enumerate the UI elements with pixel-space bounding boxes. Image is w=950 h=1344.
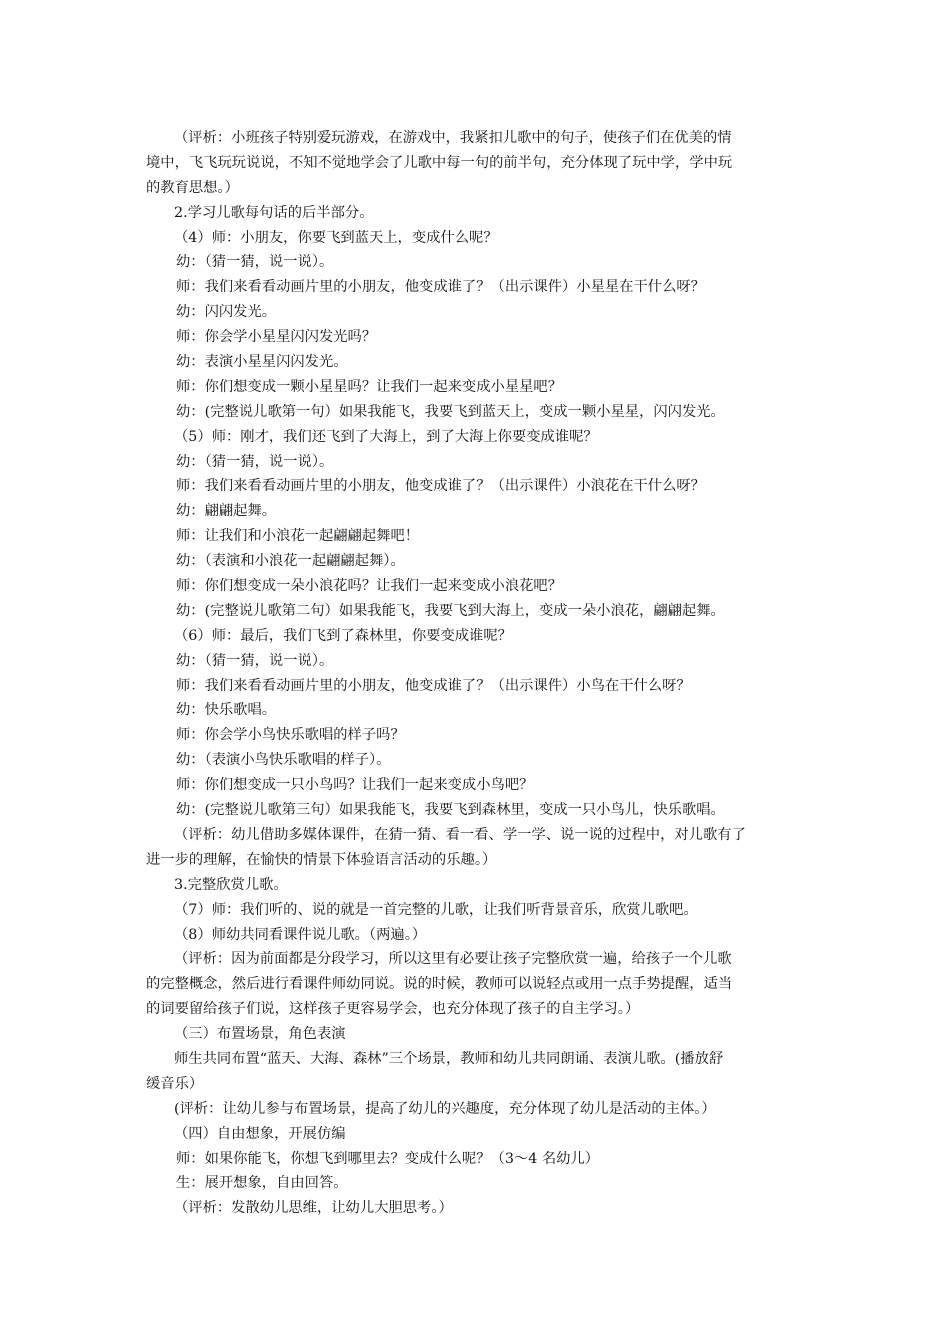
text-line: （7）师：我们听的、说的就是一首完整的儿歌，让我们听背景音乐，欣赏儿歌吧。	[174, 901, 698, 918]
text-line: 师：你们想变成一颗小星星吗？让我们一起来变成小星星吧？	[176, 378, 563, 395]
text-line: 2.学习儿歌每句话的后半部分。	[174, 204, 374, 221]
text-line: 进一步的理解，在愉快的情景下体验语言活动的乐趣。）	[146, 851, 497, 868]
text-line: （四）自由想象，开展仿编	[174, 1125, 346, 1142]
text-line: （评析：小班孩子特别爱玩游戏，在游戏中，我紧扣儿歌中的句子，使孩子们在优美的情	[174, 130, 732, 146]
text-line: 师：你会学小鸟快乐歌唱的样子吗？	[176, 727, 405, 744]
text-line: 幼：（猜一猜，说一说）。	[176, 652, 334, 669]
text-line: 幼：闪闪发光。	[176, 304, 277, 321]
text-line: 师：你们想变成一朵小浪花吗？让我们一起来变成小浪花吧？	[176, 578, 563, 595]
text-line: 幼：表演小星星闪闪发光。	[176, 354, 348, 371]
text-line: 师：你们想变成一只小鸟吗？让我们一起来变成小鸟吧？	[176, 777, 534, 794]
text-line: 生：展开想象，自由回答。	[176, 1175, 348, 1192]
text-line: 幼：（表演和小浪花一起翩翩起舞）。	[176, 553, 405, 570]
text-line: 师：我们来看看动画片里的小朋友，他变成谁了？（出示课件）小星星在干什么呀？	[176, 279, 705, 296]
text-line: 缓音乐）	[146, 1075, 204, 1092]
text-line: 师：让我们和小浪花一起翩翩起舞吧！	[176, 528, 420, 545]
text-line: （评析：幼儿借助多媒体课件，在猜一猜、看一看、学一学、说一说的过程中，对儿歌有了	[174, 826, 746, 843]
text-line: （评析：因为前面都是分段学习，所以这里有必要让孩子完整欣赏一遍，给孩子一个儿歌	[174, 951, 732, 968]
text-line: (评析：让幼儿参与布置场景，提高了幼儿的兴趣度，充分体现了幼儿是活动的主体。）	[174, 1100, 716, 1117]
text-line: （三）布置场景，角色表演	[174, 1026, 346, 1043]
text-line: 境中，飞飞玩玩说说，不知不觉地学会了儿歌中每一句的前半句，充分体现了玩中学，学中玩	[146, 154, 733, 171]
text-line: 幼：(完整说儿歌第一句）如果我能飞，我要飞到蓝天上，变成一颗小星星，闪闪发光。	[176, 403, 725, 420]
text-line: （4）师：小朋友，你要飞到蓝天上，变成什么呢？	[174, 229, 498, 246]
text-line: 幼：（猜一猜，说一说）。	[176, 254, 334, 271]
text-line: （5）师：刚才，我们还飞到了大海上，到了大海上你要变成谁呢？	[174, 428, 598, 445]
text-line: 的教育思想。）	[146, 179, 239, 196]
text-line: （8）师幼共同看课件说儿歌。（两遍。）	[174, 926, 427, 943]
text-line: 师：你会学小星星闪闪发光吗？	[176, 329, 377, 346]
text-line: 师：我们来看看动画片里的小朋友，他变成谁了？（出示课件）小鸟在干什么呀？	[176, 677, 691, 694]
text-line: 的完整概念，然后进行看课件师幼同说。说的时候，教师可以说轻点或用一点手势提醒，适当	[146, 976, 733, 993]
text-line: 师：我们来看看动画片里的小朋友，他变成谁了？（出示课件）小浪花在干什么呀？	[176, 478, 705, 495]
text-line: 幼：(完整说儿歌第二句）如果我能飞，我要飞到大海上，变成一朵小浪花，翩翩起舞。	[176, 602, 725, 619]
text-line: 师生共同布置“蓝天、大海、森林”三个场景，教师和幼儿共同朗诵、表演儿歌。(播放舒	[174, 1050, 724, 1067]
text-line: 的词要留给孩子们说，这样孩子更容易学会，也充分体现了孩子的自主学习。）	[146, 1001, 640, 1018]
text-line: 幼：快乐歌唱。	[176, 702, 277, 719]
text-line: 幼：（猜一猜，说一说）。	[176, 453, 334, 470]
text-line: 师：如果你能飞，你想飞到哪里去？变成什么呢？（3～4 名幼儿）	[176, 1150, 600, 1167]
text-line: （评析：发散幼儿思维，让幼儿大胆思考。）	[174, 1200, 453, 1217]
document-body	[146, 126, 811, 1221]
text-line: 幼：(完整说儿歌第三句）如果我能飞，我要飞到森林里，变成一只小鸟儿，快乐歌唱。	[176, 802, 725, 819]
text-line: 幼：翩翩起舞。	[176, 503, 277, 520]
text-line: 幼：（表演小鸟快乐歌唱的样子）。	[176, 752, 391, 769]
text-line: （6）师：最后，我们飞到了森林里，你要变成谁呢？	[174, 627, 512, 644]
text-line: 3.完整欣赏儿歌。	[174, 876, 288, 893]
